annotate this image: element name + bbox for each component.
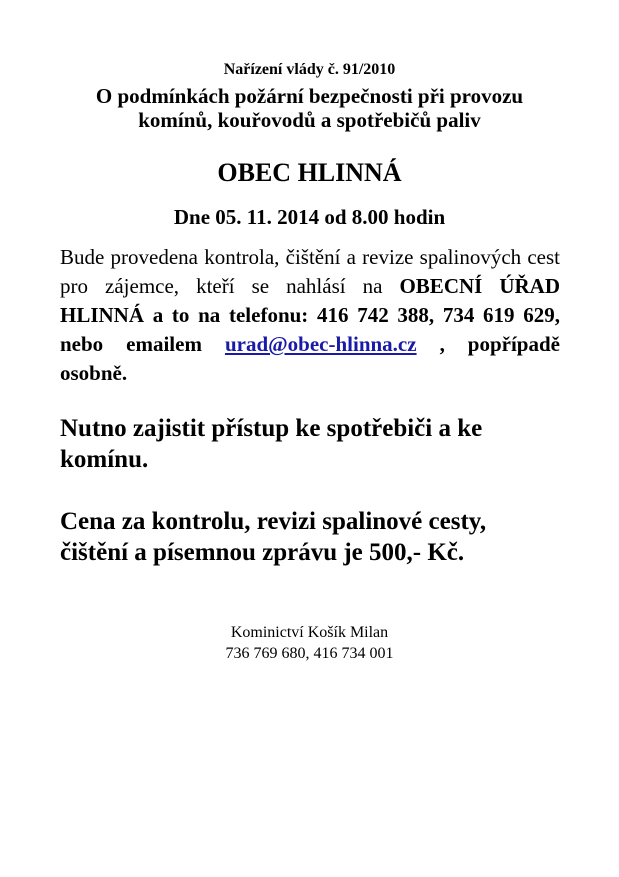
date-line: Dne 05. 11. 2014 od 8.00 hodin	[173, 205, 446, 229]
village-title: OBEC HLINNÁ	[217, 158, 402, 187]
subtitle-line-1: O podmínkách požární bezpečnosti při provozu	[95, 84, 524, 108]
announcement-body	[60, 243, 560, 388]
body-tail: , popřípadě osobně.	[60, 332, 560, 385]
subtitle-line-2: komínů, kouřovodů a spotřebičů paliv	[138, 108, 481, 132]
footer-company: Kominictví Košík Milan	[230, 624, 389, 641]
document-subtitle	[0, 84, 619, 132]
footer-phones: 736 769 680, 416 734 001	[225, 645, 394, 662]
regulation-reference: Nařízení vlády č. 91/2010	[223, 61, 396, 78]
email-link[interactable]: urad@obec-hlinna.cz	[224, 332, 417, 356]
body-intro: Bude provedena kontrola, čištění a revize spalinových cest pro zájemce, kteří se nahlásí na	[60, 245, 560, 298]
price-notice: Cena za kontrolu, revizi spalinové cesty, čištění a písemnou zprávu je 500,- Kč.	[60, 508, 487, 566]
access-notice: Nutno zajistit přístup ke spotřebiči a ke komínu.	[60, 415, 483, 473]
body-office-contact: OBECNÍ ÚŘAD HLINNÁ a to na telefonu: 416 742 388, 734 619 629, nebo emailem	[60, 274, 561, 356]
